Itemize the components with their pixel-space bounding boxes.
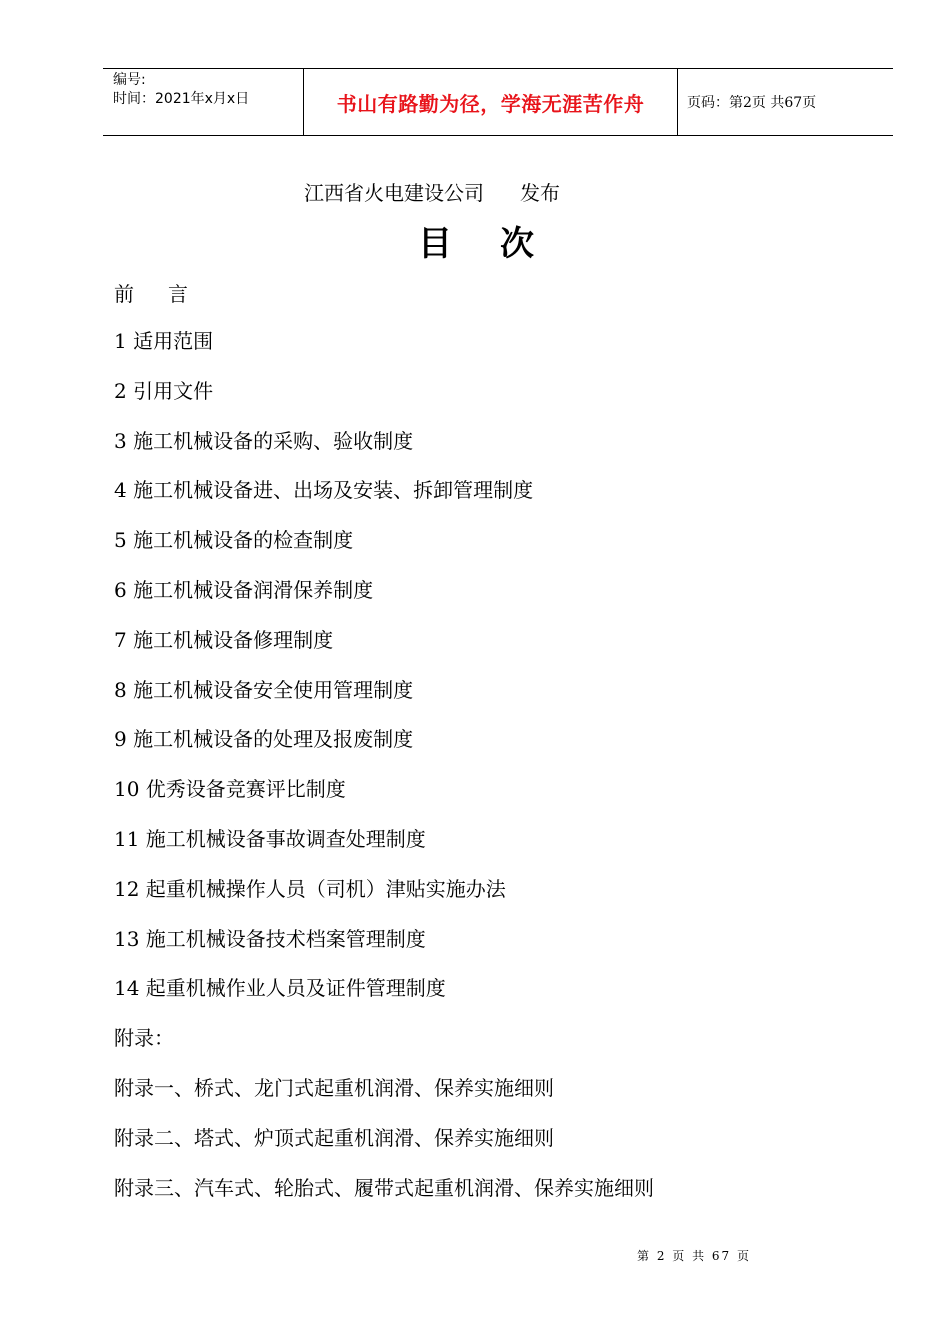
toc-item: 7 施工机械设备修理制度 [114,627,334,652]
toc-item: 8 施工机械设备安全使用管理制度 [114,677,414,702]
header-page-cell [678,69,893,135]
toc-preface: 前言 [114,282,222,306]
header-page-info: 页码：第2页 共67页 [687,95,817,111]
header-slogan: 书山有路勤为径，学海无涯苦作舟 [336,91,645,116]
toc-item: 13 施工机械设备技术档案管理制度 [114,926,426,951]
toc-item: 6 施工机械设备润滑保养制度 [114,577,374,602]
toc-item: 附录： [114,1026,174,1051]
toc-item: 附录二、塔式、炉顶式起重机润滑、保养实施细则 [114,1125,554,1150]
page-footer: 第 2 页 共 67 页 [637,1249,751,1263]
publisher-org: 江西省火电建设公司 [304,181,484,205]
toc-item: 10 优秀设备竞赛评比制度 [114,777,346,802]
toc-item: 11 施工机械设备事故调查处理制度 [114,826,426,851]
document-number-label: 编号: [113,72,146,88]
header-meta-cell [103,69,304,135]
toc-item: 附录一、桥式、龙门式起重机润滑、保养实施细则 [114,1075,554,1100]
toc-item: 5 施工机械设备的检查制度 [114,528,354,553]
document-time-label: 时间：2021年x月x日 [113,91,250,107]
header-slogan-cell [304,69,678,135]
toc-list [114,328,654,1224]
toc-item: 附录三、汽车式、轮胎式、履带式起重机润滑、保养实施细则 [114,1175,654,1200]
publisher-line [304,180,560,206]
publisher-action: 发布 [520,181,560,205]
page-header [103,68,893,136]
toc-item: 12 起重机械操作人员（司机）津贴实施办法 [114,876,506,901]
toc-item: 2 引用文件 [114,378,214,403]
toc-item: 4 施工机械设备进、出场及安装、拆卸管理制度 [114,478,534,503]
toc-item: 1 适用范围 [114,329,214,353]
toc-title: 目次 [418,224,582,264]
toc-item: 9 施工机械设备的处理及报废制度 [114,727,414,752]
toc-item: 14 起重机械作业人员及证件管理制度 [114,976,446,1001]
toc-item: 3 施工机械设备的采购、验收制度 [114,428,414,453]
